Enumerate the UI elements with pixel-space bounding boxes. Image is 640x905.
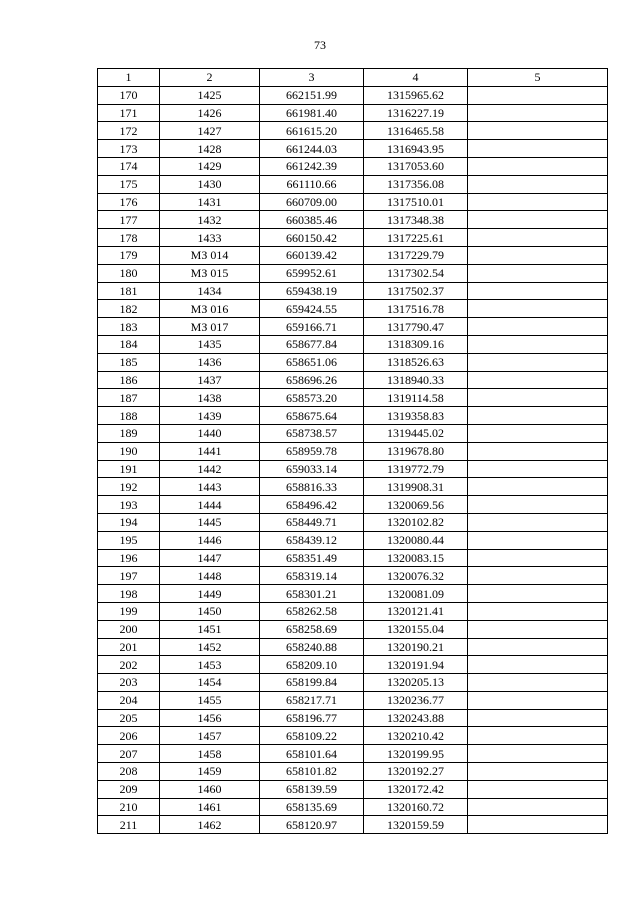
note-cell <box>468 763 608 781</box>
table-row <box>98 211 608 229</box>
table-row <box>98 300 608 318</box>
point-id-cell: 1454 <box>160 674 260 692</box>
row-number-cell: 196 <box>98 549 160 567</box>
table-row <box>98 86 608 104</box>
table-row <box>98 104 608 122</box>
point-id-cell: МЗ 017 <box>160 318 260 336</box>
table-row <box>98 656 608 674</box>
y-coordinate-cell: 1320069.56 <box>364 496 468 514</box>
point-id-cell: 1435 <box>160 335 260 353</box>
y-coordinate-cell: 1317510.01 <box>364 193 468 211</box>
table-row <box>98 816 608 834</box>
note-cell <box>468 442 608 460</box>
row-number-cell: 181 <box>98 282 160 300</box>
point-id-cell: 1436 <box>160 353 260 371</box>
x-coordinate-cell: 658196.77 <box>260 709 364 727</box>
row-number-cell: 195 <box>98 531 160 549</box>
table-row <box>98 531 608 549</box>
row-number-cell: 177 <box>98 211 160 229</box>
x-coordinate-cell: 659033.14 <box>260 460 364 478</box>
note-cell <box>468 780 608 798</box>
x-coordinate-cell: 658677.84 <box>260 335 364 353</box>
y-coordinate-cell: 1318526.63 <box>364 353 468 371</box>
point-id-cell: 1440 <box>160 424 260 442</box>
row-number-cell: 206 <box>98 727 160 745</box>
row-number-cell: 189 <box>98 424 160 442</box>
table-row <box>98 674 608 692</box>
note-cell <box>468 620 608 638</box>
point-id-cell: 1444 <box>160 496 260 514</box>
note-cell <box>468 424 608 442</box>
point-id-cell: 1431 <box>160 193 260 211</box>
table-row <box>98 496 608 514</box>
y-coordinate-cell: 1316465.58 <box>364 122 468 140</box>
point-id-cell: 1462 <box>160 816 260 834</box>
x-coordinate-cell: 658573.20 <box>260 389 364 407</box>
table-row <box>98 122 608 140</box>
point-id-cell: МЗ 016 <box>160 300 260 318</box>
page-number: 73 <box>314 38 326 52</box>
x-coordinate-cell: 658209.10 <box>260 656 364 674</box>
y-coordinate-cell: 1319358.83 <box>364 407 468 425</box>
table-row <box>98 353 608 371</box>
point-id-cell: 1439 <box>160 407 260 425</box>
y-coordinate-cell: 1320205.13 <box>364 674 468 692</box>
y-coordinate-cell: 1320159.59 <box>364 816 468 834</box>
row-number-cell: 175 <box>98 175 160 193</box>
table-row <box>98 585 608 603</box>
point-id-cell: 1455 <box>160 691 260 709</box>
y-coordinate-cell: 1320102.82 <box>364 513 468 531</box>
row-number-cell: 199 <box>98 602 160 620</box>
point-id-cell: 1427 <box>160 122 260 140</box>
x-coordinate-cell: 658959.78 <box>260 442 364 460</box>
note-cell <box>468 567 608 585</box>
table-row <box>98 460 608 478</box>
note-cell <box>468 140 608 158</box>
table-row <box>98 246 608 264</box>
row-number-cell: 190 <box>98 442 160 460</box>
row-number-cell: 188 <box>98 407 160 425</box>
note-cell <box>468 531 608 549</box>
y-coordinate-cell: 1319772.79 <box>364 460 468 478</box>
x-coordinate-cell: 661615.20 <box>260 122 364 140</box>
note-cell <box>468 353 608 371</box>
y-coordinate-cell: 1320121.41 <box>364 602 468 620</box>
y-coordinate-cell: 1320160.72 <box>364 798 468 816</box>
y-coordinate-cell: 1320236.77 <box>364 691 468 709</box>
row-number-cell: 171 <box>98 104 160 122</box>
y-coordinate-cell: 1320190.21 <box>364 638 468 656</box>
row-number-cell: 180 <box>98 264 160 282</box>
note-cell <box>468 460 608 478</box>
table-row <box>98 780 608 798</box>
point-id-cell: 1457 <box>160 727 260 745</box>
row-number-cell: 208 <box>98 763 160 781</box>
note-cell <box>468 727 608 745</box>
x-coordinate-cell: 661244.03 <box>260 140 364 158</box>
y-coordinate-cell: 1317516.78 <box>364 300 468 318</box>
note-cell <box>468 691 608 709</box>
note-cell <box>468 86 608 104</box>
column-header-5: 5 <box>468 69 608 87</box>
table-row <box>98 763 608 781</box>
column-header-4: 4 <box>364 69 468 87</box>
x-coordinate-cell: 658651.06 <box>260 353 364 371</box>
row-number-cell: 205 <box>98 709 160 727</box>
table-row <box>98 264 608 282</box>
x-coordinate-cell: 660709.00 <box>260 193 364 211</box>
y-coordinate-cell: 1317790.47 <box>364 318 468 336</box>
row-number-cell: 192 <box>98 478 160 496</box>
y-coordinate-cell: 1315965.62 <box>364 86 468 104</box>
note-cell <box>468 798 608 816</box>
row-number-cell: 204 <box>98 691 160 709</box>
table-row <box>98 229 608 247</box>
note-cell <box>468 122 608 140</box>
point-id-cell: 1451 <box>160 620 260 638</box>
column-header-2: 2 <box>160 69 260 87</box>
table-row <box>98 193 608 211</box>
x-coordinate-cell: 660385.46 <box>260 211 364 229</box>
point-id-cell: 1445 <box>160 513 260 531</box>
note-cell <box>468 709 608 727</box>
note-cell <box>468 674 608 692</box>
row-number-cell: 174 <box>98 157 160 175</box>
note-cell <box>468 585 608 603</box>
table-row <box>98 140 608 158</box>
x-coordinate-cell: 658120.97 <box>260 816 364 834</box>
row-number-cell: 186 <box>98 371 160 389</box>
y-coordinate-cell: 1318940.33 <box>364 371 468 389</box>
x-coordinate-cell: 658496.42 <box>260 496 364 514</box>
table-row <box>98 549 608 567</box>
table-row <box>98 620 608 638</box>
y-coordinate-cell: 1320076.32 <box>364 567 468 585</box>
row-number-cell: 187 <box>98 389 160 407</box>
row-number-cell: 194 <box>98 513 160 531</box>
point-id-cell: 1450 <box>160 602 260 620</box>
table-row <box>98 798 608 816</box>
row-number-cell: 183 <box>98 318 160 336</box>
point-id-cell: 1425 <box>160 86 260 104</box>
x-coordinate-cell: 658319.14 <box>260 567 364 585</box>
point-id-cell: 1461 <box>160 798 260 816</box>
y-coordinate-cell: 1319114.58 <box>364 389 468 407</box>
x-coordinate-cell: 659438.19 <box>260 282 364 300</box>
table-row <box>98 727 608 745</box>
x-coordinate-cell: 658101.64 <box>260 745 364 763</box>
table-row <box>98 371 608 389</box>
x-coordinate-cell: 661110.66 <box>260 175 364 193</box>
row-number-cell: 211 <box>98 816 160 834</box>
x-coordinate-cell: 658351.49 <box>260 549 364 567</box>
note-cell <box>468 656 608 674</box>
row-number-cell: 210 <box>98 798 160 816</box>
note-cell <box>468 229 608 247</box>
note-cell <box>468 602 608 620</box>
x-coordinate-cell: 658258.69 <box>260 620 364 638</box>
point-id-cell: 1426 <box>160 104 260 122</box>
row-number-cell: 179 <box>98 246 160 264</box>
table-body <box>98 86 608 833</box>
y-coordinate-cell: 1317356.08 <box>364 175 468 193</box>
column-header-1: 1 <box>98 69 160 87</box>
table-row <box>98 282 608 300</box>
y-coordinate-cell: 1319445.02 <box>364 424 468 442</box>
point-id-cell: 1446 <box>160 531 260 549</box>
point-id-cell: 1430 <box>160 175 260 193</box>
y-coordinate-cell: 1317053.60 <box>364 157 468 175</box>
row-number-cell: 191 <box>98 460 160 478</box>
note-cell <box>468 246 608 264</box>
table-row <box>98 691 608 709</box>
y-coordinate-cell: 1320192.27 <box>364 763 468 781</box>
x-coordinate-cell: 658101.82 <box>260 763 364 781</box>
note-cell <box>468 478 608 496</box>
table-row <box>98 602 608 620</box>
note-cell <box>468 371 608 389</box>
note-cell <box>468 175 608 193</box>
row-number-cell: 201 <box>98 638 160 656</box>
row-number-cell: 184 <box>98 335 160 353</box>
table-row <box>98 389 608 407</box>
table-row <box>98 407 608 425</box>
table-row <box>98 175 608 193</box>
x-coordinate-cell: 658738.57 <box>260 424 364 442</box>
row-number-cell: 202 <box>98 656 160 674</box>
note-cell <box>468 638 608 656</box>
note-cell <box>468 300 608 318</box>
y-coordinate-cell: 1320210.42 <box>364 727 468 745</box>
point-id-cell: 1459 <box>160 763 260 781</box>
note-cell <box>468 496 608 514</box>
y-coordinate-cell: 1318309.16 <box>364 335 468 353</box>
x-coordinate-cell: 658217.71 <box>260 691 364 709</box>
y-coordinate-cell: 1317348.38 <box>364 211 468 229</box>
y-coordinate-cell: 1320081.09 <box>364 585 468 603</box>
point-id-cell: МЗ 014 <box>160 246 260 264</box>
point-id-cell: 1434 <box>160 282 260 300</box>
note-cell <box>468 745 608 763</box>
note-cell <box>468 389 608 407</box>
row-number-cell: 198 <box>98 585 160 603</box>
row-number-cell: 200 <box>98 620 160 638</box>
x-coordinate-cell: 658240.88 <box>260 638 364 656</box>
table-row <box>98 709 608 727</box>
x-coordinate-cell: 658139.59 <box>260 780 364 798</box>
row-number-cell: 185 <box>98 353 160 371</box>
point-id-cell: 1437 <box>160 371 260 389</box>
note-cell <box>468 513 608 531</box>
point-id-cell: 1428 <box>160 140 260 158</box>
table-row <box>98 638 608 656</box>
table-row <box>98 478 608 496</box>
x-coordinate-cell: 658262.58 <box>260 602 364 620</box>
table-row <box>98 335 608 353</box>
x-coordinate-cell: 658199.84 <box>260 674 364 692</box>
note-cell <box>468 104 608 122</box>
table-row <box>98 157 608 175</box>
note-cell <box>468 264 608 282</box>
table-row <box>98 513 608 531</box>
row-number-cell: 170 <box>98 86 160 104</box>
row-number-cell: 173 <box>98 140 160 158</box>
x-coordinate-cell: 658301.21 <box>260 585 364 603</box>
y-coordinate-cell: 1320080.44 <box>364 531 468 549</box>
row-number-cell: 193 <box>98 496 160 514</box>
coordinates-table <box>97 68 608 834</box>
point-id-cell: МЗ 015 <box>160 264 260 282</box>
y-coordinate-cell: 1317502.37 <box>364 282 468 300</box>
x-coordinate-cell: 658816.33 <box>260 478 364 496</box>
y-coordinate-cell: 1320243.88 <box>364 709 468 727</box>
column-header-3: 3 <box>260 69 364 87</box>
note-cell <box>468 193 608 211</box>
x-coordinate-cell: 660139.42 <box>260 246 364 264</box>
point-id-cell: 1449 <box>160 585 260 603</box>
x-coordinate-cell: 662151.99 <box>260 86 364 104</box>
y-coordinate-cell: 1320083.15 <box>364 549 468 567</box>
point-id-cell: 1453 <box>160 656 260 674</box>
x-coordinate-cell: 659166.71 <box>260 318 364 336</box>
y-coordinate-cell: 1317302.54 <box>364 264 468 282</box>
y-coordinate-cell: 1320191.94 <box>364 656 468 674</box>
y-coordinate-cell: 1320199.95 <box>364 745 468 763</box>
note-cell <box>468 318 608 336</box>
point-id-cell: 1432 <box>160 211 260 229</box>
row-number-cell: 207 <box>98 745 160 763</box>
table-row <box>98 745 608 763</box>
x-coordinate-cell: 658135.69 <box>260 798 364 816</box>
note-cell <box>468 335 608 353</box>
table-row <box>98 442 608 460</box>
row-number-cell: 209 <box>98 780 160 798</box>
point-id-cell: 1442 <box>160 460 260 478</box>
note-cell <box>468 211 608 229</box>
row-number-cell: 197 <box>98 567 160 585</box>
row-number-cell: 178 <box>98 229 160 247</box>
table-row <box>98 567 608 585</box>
y-coordinate-cell: 1319908.31 <box>364 478 468 496</box>
x-coordinate-cell: 659952.61 <box>260 264 364 282</box>
table-row <box>98 424 608 442</box>
point-id-cell: 1429 <box>160 157 260 175</box>
point-id-cell: 1441 <box>160 442 260 460</box>
note-cell <box>468 157 608 175</box>
row-number-cell: 176 <box>98 193 160 211</box>
y-coordinate-cell: 1320155.04 <box>364 620 468 638</box>
x-coordinate-cell: 658449.71 <box>260 513 364 531</box>
table-row <box>98 318 608 336</box>
point-id-cell: 1448 <box>160 567 260 585</box>
row-number-cell: 172 <box>98 122 160 140</box>
x-coordinate-cell: 658439.12 <box>260 531 364 549</box>
point-id-cell: 1458 <box>160 745 260 763</box>
y-coordinate-cell: 1319678.80 <box>364 442 468 460</box>
point-id-cell: 1443 <box>160 478 260 496</box>
note-cell <box>468 407 608 425</box>
point-id-cell: 1456 <box>160 709 260 727</box>
x-coordinate-cell: 658675.64 <box>260 407 364 425</box>
y-coordinate-cell: 1316227.19 <box>364 104 468 122</box>
note-cell <box>468 549 608 567</box>
y-coordinate-cell: 1316943.95 <box>364 140 468 158</box>
x-coordinate-cell: 659424.55 <box>260 300 364 318</box>
x-coordinate-cell: 661242.39 <box>260 157 364 175</box>
point-id-cell: 1447 <box>160 549 260 567</box>
point-id-cell: 1452 <box>160 638 260 656</box>
y-coordinate-cell: 1320172.42 <box>364 780 468 798</box>
point-id-cell: 1460 <box>160 780 260 798</box>
x-coordinate-cell: 658696.26 <box>260 371 364 389</box>
x-coordinate-cell: 658109.22 <box>260 727 364 745</box>
x-coordinate-cell: 660150.42 <box>260 229 364 247</box>
note-cell <box>468 816 608 834</box>
point-id-cell: 1438 <box>160 389 260 407</box>
y-coordinate-cell: 1317225.61 <box>364 229 468 247</box>
y-coordinate-cell: 1317229.79 <box>364 246 468 264</box>
x-coordinate-cell: 661981.40 <box>260 104 364 122</box>
note-cell <box>468 282 608 300</box>
table-header-row <box>98 69 608 87</box>
row-number-cell: 203 <box>98 674 160 692</box>
row-number-cell: 182 <box>98 300 160 318</box>
point-id-cell: 1433 <box>160 229 260 247</box>
